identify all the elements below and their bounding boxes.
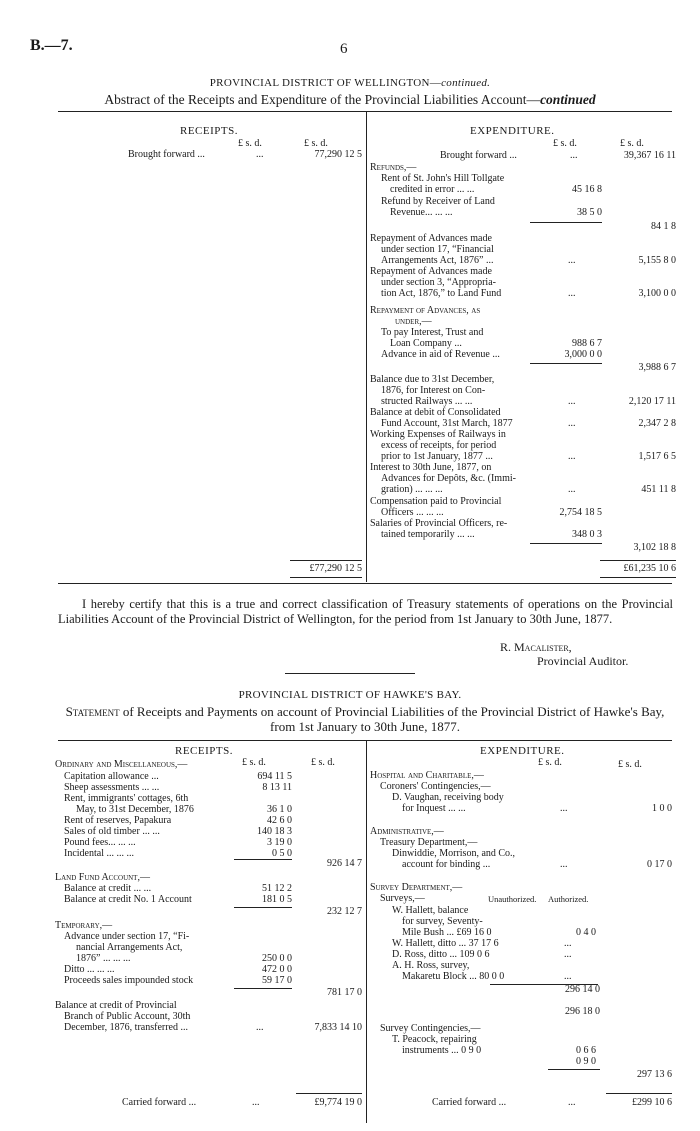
hb-ross-auth: ... <box>564 949 572 960</box>
wellington-column-divider <box>366 112 367 582</box>
hb-exp-lsd-large: £ s. d. <box>618 759 642 770</box>
hb-hallett-b: for survey, Seventy- <box>402 916 483 927</box>
hb-hallett-c-auth: 0 4 0 <box>576 927 596 938</box>
wellington-receipts-bf-dots: ... <box>256 149 264 160</box>
hb-bal-line-a: Balance at credit of Provincial <box>55 1000 177 1011</box>
hb-temp-line-a: Advance under section 17, “Fi- <box>64 931 190 942</box>
wellington-bottom-rule <box>58 583 672 584</box>
int-line-b: Advances for Depôts, &c. (Immi- <box>381 473 516 484</box>
auditor-name: R. Macalister, <box>500 640 572 654</box>
hb-ordinary-item-label: Pound fees... ... ... <box>64 837 136 848</box>
hb-peacock-auth2: 0 9 0 <box>576 1056 596 1067</box>
hb-land-item-2-value: 181 0 5 <box>262 894 292 905</box>
hb-proceeds-value: 59 17 0 <box>262 975 292 986</box>
hb-ordinary-item-label: Sheep assessments ... ... <box>64 782 160 793</box>
hb-temp-total: 781 17 0 <box>327 987 362 998</box>
receipts-total-rule-bottom <box>290 577 362 578</box>
hb-exp-carried-value: £299 10 6 <box>632 1097 672 1108</box>
page-number: 6 <box>340 41 348 57</box>
auditor-title: Provincial Auditor. <box>537 654 629 668</box>
wellington-expenditure-heading: EXPENDITURE. <box>470 125 555 137</box>
hb-cont-heading: Survey Contingencies,— <box>380 1023 481 1034</box>
repay-total: 3,988 6 7 <box>638 362 676 373</box>
adv3-line-c: tion Act, 1876,” to Land Fund <box>381 288 502 299</box>
officers-rule <box>530 543 602 544</box>
refund2-line-b: Revenue... ... ... <box>390 207 453 218</box>
hb-ordinary-item-value: 3 19 0 <box>267 837 292 848</box>
bal1-value: 2,120 17 11 <box>628 396 676 407</box>
hb-temp-heading: Temporary,— <box>55 920 113 931</box>
hawkes-bay-statement: Statement of Receipts and Payments on account of Provincial Liabilities of the Provincial District of Hawke's Bay, from 1st January to 30th June, 1877. <box>65 704 665 734</box>
hb-surveys: Surveys,— <box>380 893 425 904</box>
wellington-top-rule <box>58 111 672 112</box>
adv17-line-b: under section 17, “Financial <box>381 244 494 255</box>
wellington-exp-brought-forward-value: 39,367 16 11 <box>623 150 676 161</box>
hb-survey-total: 296 18 0 <box>565 1006 600 1017</box>
int-dots: ... <box>568 484 576 495</box>
hb-ordinary-total: 926 14 7 <box>327 858 362 869</box>
hawkes-column-divider <box>366 741 367 1123</box>
report-code: B.—7. <box>30 37 73 54</box>
adv3-dots: ... <box>568 288 576 299</box>
repay1-line-a: To pay Interest, Trust and <box>381 327 484 338</box>
repay1-value: 988 6 7 <box>572 338 602 349</box>
repay-heading-a: Repayment of Advances, as <box>370 305 481 316</box>
comp-line-b: Officers ... ... ... <box>381 507 444 518</box>
hb-ordinary-item-label: Capitation allowance ... <box>64 771 159 782</box>
hb-ordinary-rule <box>234 859 292 860</box>
hb-hallett2-auth: ... <box>564 938 572 949</box>
hb-land-rule <box>234 907 292 908</box>
hb-dinwiddie-value: 0 17 0 <box>647 859 672 870</box>
hb-proceeds-label: Proceeds sales impounded stock <box>64 975 194 986</box>
sal-line-a: Salaries of Provincial Officers, re- <box>370 518 508 529</box>
hb-vaughan-b: for Inquest ... ... <box>402 803 466 814</box>
hb-aross-b: Makaretu Block ... 80 0 0 <box>402 971 505 982</box>
adv17-dots: ... <box>568 255 576 266</box>
hb-dinwiddie-b: account for binding ... <box>402 859 491 870</box>
hb-coroners: Coroners' Contingencies,— <box>380 781 491 792</box>
hb-land-total: 232 12 7 <box>327 906 362 917</box>
hb-survey-heading: Survey Department,— <box>370 882 463 893</box>
hb-receipts-carried-rule <box>296 1093 362 1094</box>
hb-hosp-heading: Hospital and Charitable,— <box>370 770 484 781</box>
hb-receipts-carried-label: Carried forward ... <box>122 1097 197 1108</box>
bal2-line-a: Balance at debit of Consolidated <box>370 407 501 418</box>
hb-ditto-value: 472 0 0 <box>262 964 292 975</box>
hb-temp-line-c: 1876” ... ... ... <box>76 953 131 964</box>
hb-treasury: Treasury Department,— <box>380 837 478 848</box>
bal1-line-a: Balance due to 31st December, <box>370 374 495 385</box>
auditor-certificate: I hereby certify that this is a true and correct classification of Treasury statements of operations on the Provincial Liabilities Account of the Provincial District of Wellington, for the period from 1st January to 30th June, 1877. <box>58 597 673 626</box>
refund1-line-b: credited in error ... ... <box>390 184 475 195</box>
hb-ordinary-item-label: Rent, immigrants' cottages, 6th <box>64 793 189 804</box>
hb-bal-value: 7,833 14 10 <box>314 1022 362 1033</box>
hb-vaughan-a: D. Vaughan, receiving body <box>392 792 504 803</box>
hb-vaughan-dots: ... <box>560 803 568 814</box>
hb-authorized-heading: Authorized. <box>548 894 589 904</box>
hb-ross: D. Ross, ditto ... 109 0 6 <box>392 949 490 960</box>
officers-total: 3,102 18 8 <box>633 542 676 553</box>
sal-value: 348 0 3 <box>572 529 602 540</box>
hb-bal-line-b: Branch of Public Account, 30th <box>64 1011 191 1022</box>
work-value: 1,517 6 5 <box>638 451 676 462</box>
hb-temp-rule <box>234 988 292 989</box>
wellington-exp-bf-dots: ... <box>570 150 578 161</box>
hb-aross-a: A. H. Ross, survey, <box>392 960 470 971</box>
hb-ordinary-item-label: Sales of old timber ... ... <box>64 826 160 837</box>
hb-exp-lsd-small: £ s. d. <box>538 757 562 768</box>
hb-receipts-heading: RECEIPTS. <box>175 745 233 757</box>
hb-bal-dots: ... <box>256 1022 264 1033</box>
wellington-title: PROVINCIAL DISTRICT OF WELLINGTON—continued. <box>209 77 491 89</box>
hb-exp-carried-label: Carried forward ... <box>432 1097 507 1108</box>
hb-admin-heading: Administrative,— <box>370 826 444 837</box>
adv3-line-b: under section 3, “Appropria- <box>381 277 496 288</box>
hb-receipts-lsd-large: £ s. d. <box>311 757 335 768</box>
adv3-value: 3,100 0 0 <box>638 288 676 299</box>
hb-exp-carried-dots: ... <box>568 1097 576 1108</box>
int-line-c: gration) ... ... ... <box>381 484 443 495</box>
hb-ordinary-item-label: Rent of reserves, Papakura <box>64 815 172 826</box>
hb-receipts-lsd-small: £ s. d. <box>242 757 266 768</box>
hb-expenditure-heading: EXPENDITURE. <box>480 745 565 757</box>
work-dots: ... <box>568 451 576 462</box>
adv17-value: 5,155 8 0 <box>638 255 676 266</box>
hb-bal-line-c: December, 1876, transferred ... <box>64 1022 188 1033</box>
hb-dinwiddie-dots: ... <box>560 859 568 870</box>
comp-value: 2,754 18 5 <box>559 507 602 518</box>
hb-peacock-a: T. Peacock, repairing <box>392 1034 477 1045</box>
adv17-line-a: Repayment of Advances made <box>370 233 492 244</box>
hb-ordinary-item-value: 36 1 0 <box>267 804 292 815</box>
wellington-exp-lsd-large: £ s. d. <box>620 138 644 149</box>
hb-land-item-1-label: Balance at credit ... ... <box>64 883 152 894</box>
work-line-a: Working Expenses of Railways in <box>370 429 506 440</box>
hb-ditto-label: Ditto ... ... ... <box>64 964 115 975</box>
hb-survey-sub: 296 14 0 <box>565 984 600 995</box>
hb-ordinary-heading: Ordinary and Miscellaneous,— <box>55 759 188 770</box>
hb-ordinary-item-value: 0 5 0 <box>272 848 292 859</box>
hb-hallett2: W. Hallett, ditto ... 37 17 6 <box>392 938 499 949</box>
adv17-line-c: Arrangements Act, 1876” ... <box>381 255 494 266</box>
bal2-dots: ... <box>568 418 576 429</box>
hb-land-item-2-label: Balance at credit No. 1 Account <box>64 894 192 905</box>
wellington-receipts-lsd-large: £ s. d. <box>304 138 328 149</box>
hb-temp-line-c-value: 250 0 0 <box>262 953 292 964</box>
sal-line-b: tained temporarily ... ... <box>381 529 475 540</box>
wellington-receipts-lsd-small: £ s. d. <box>238 138 262 149</box>
bal1-line-c: structed Railways ... ... <box>381 396 473 407</box>
repay2-label: Advance in aid of Revenue ... <box>381 349 500 360</box>
hb-hallett-a: W. Hallett, balance <box>392 905 469 916</box>
wellington-receipts-brought-forward-label: Brought forward ... <box>128 149 205 160</box>
hb-peacock-auth: 0 6 6 <box>576 1045 596 1056</box>
exp-total-rule-bottom <box>600 577 676 578</box>
hb-vaughan-value: 1 0 0 <box>652 803 672 814</box>
hb-survey-grand: 297 13 6 <box>637 1069 672 1080</box>
section-separator <box>285 673 415 674</box>
bal2-line-b: Fund Account, 31st March, 1877 <box>381 418 513 429</box>
refund1-value: 45 16 8 <box>572 184 602 195</box>
repay1-line-b: Loan Company ... <box>390 338 462 349</box>
hb-ordinary-item-label: May, to 31st December, 1876 <box>76 804 194 815</box>
hb-temp-line-b: nancial Arrangements Act, <box>76 942 183 953</box>
bal2-value: 2,347 2 8 <box>638 418 676 429</box>
comp-line-a: Compensation paid to Provincial <box>370 496 502 507</box>
hb-receipts-carried-value: £9,774 19 0 <box>314 1097 362 1108</box>
wellington-exp-brought-forward-label: Brought forward ... <box>440 150 517 161</box>
hb-hallett-c: Mile Bush ... £69 16 0 <box>402 927 492 938</box>
hb-ordinary-item-value: 42 6 0 <box>267 815 292 826</box>
hb-peacock-rule <box>548 1069 600 1070</box>
refunds-heading: Refunds,— <box>370 162 417 173</box>
exp-total-rule <box>600 560 676 561</box>
hb-exp-carried-rule <box>606 1093 672 1094</box>
wellington-exp-total: £61,235 10 6 <box>623 563 676 574</box>
hb-land-item-1-value: 51 12 2 <box>262 883 292 894</box>
wellington-receipts-total: £77,290 12 5 <box>309 563 362 574</box>
hb-aross-auth: ... <box>564 971 572 982</box>
repay-rule <box>530 363 602 364</box>
hb-dinwiddie-a: Dinwiddie, Morrison, and Co., <box>392 848 516 859</box>
int-value: 451 11 8 <box>641 484 676 495</box>
int-line-a: Interest to 30th June, 1877, on <box>370 462 492 473</box>
hb-peacock-b: instruments ... 0 9 0 <box>402 1045 482 1056</box>
work-line-b: excess of receipts, for period <box>381 440 497 451</box>
bal1-dots: ... <box>568 396 576 407</box>
wellington-receipts-brought-forward-value: 77,290 12 5 <box>314 149 362 160</box>
refund2-line-a: Refund by Receiver of Land <box>381 196 495 207</box>
hawkes-bay-title: PROVINCIAL DISTRICT OF HAWKE'S BAY. <box>238 689 462 701</box>
wellington-exp-lsd-small: £ s. d. <box>553 138 577 149</box>
refunds-rule <box>530 222 602 223</box>
hb-ordinary-item-value: 8 13 11 <box>262 782 292 793</box>
hb-ordinary-item-value: 140 18 3 <box>257 826 292 837</box>
repay-heading-b: under,— <box>395 316 432 327</box>
refunds-total: 84 1 8 <box>651 221 676 232</box>
hb-receipts-carried-dots: ... <box>252 1097 260 1108</box>
refund1-line-a: Rent of St. John's Hill Tollgate <box>381 173 505 184</box>
refund2-value: 38 5 0 <box>577 207 602 218</box>
repay2-value: 3,000 0 0 <box>564 349 602 360</box>
hawkes-top-rule <box>58 740 672 741</box>
adv3-line-a: Repayment of Advances made <box>370 266 492 277</box>
hb-ordinary-item-label: Incidental ... ... ... <box>64 848 134 859</box>
bal1-line-b: 1876, for Interest on Con- <box>381 385 486 396</box>
wellington-subtitle: Abstract of the Receipts and Expenditure of the Provincial Liabilities Account—continued <box>104 92 596 107</box>
hb-land-heading: Land Fund Account,— <box>55 872 150 883</box>
hb-ordinary-item-value: 694 11 5 <box>257 771 292 782</box>
work-line-c: prior to 1st January, 1877 ... <box>381 451 493 462</box>
hb-unauthorized-heading: Unauthorized. <box>488 894 537 904</box>
wellington-receipts-heading: RECEIPTS. <box>180 125 238 137</box>
receipts-total-rule <box>290 560 362 561</box>
